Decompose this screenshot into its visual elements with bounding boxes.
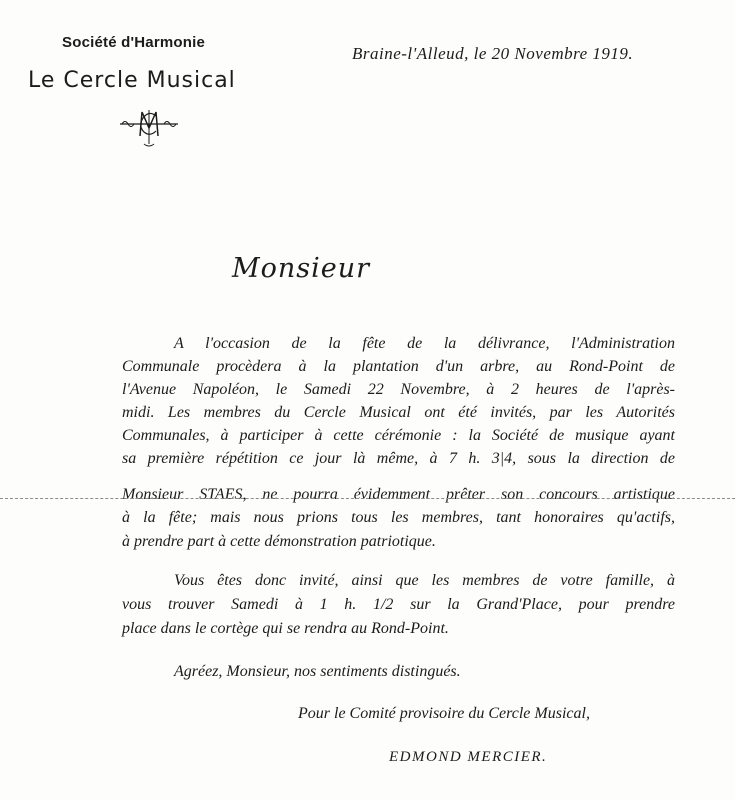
- dateline: Braine-l'Alleud, le 20 Novembre 1919.: [352, 44, 634, 63]
- body-line: Communales, à participer à cette cérémonie : la Société de musique ayant: [122, 427, 675, 444]
- body-line: vous trouver Samedi à 1 h. 1/2 sur la Grand'Place, pour prendre: [122, 596, 675, 613]
- body-line: A l'occasion de la fête de la délivrance, l'Administration: [174, 335, 675, 352]
- body-line: Vous êtes donc invité, ainsi que les membres de votre famille, à: [174, 572, 675, 589]
- body-line: place dans le cortège qui se rendra au Rond-Point.: [122, 620, 449, 637]
- fold-line: [0, 498, 735, 499]
- body-line: l'Avenue Napoléon, le Samedi 22 Novembre, à 2 heures de l'après-: [122, 381, 675, 398]
- body-line: Communale procèdera à la plantation d'un arbre, au Rond-Point de: [122, 358, 675, 375]
- body-line: Monsieur STAES, ne pourra évidemment prêter son concours artistique: [122, 486, 675, 503]
- body-line: midi. Les membres du Cercle Musical ont été invités, par les Autorités: [122, 404, 675, 421]
- cm-monogram-icon: [118, 106, 180, 148]
- body-line: à la fête; mais nous prions tous les membres, tant honoraires qu'actifs,: [122, 509, 675, 526]
- closing-line: Agréez, Monsieur, nos sentiments distingués.: [174, 663, 461, 680]
- salutation: Monsieur: [232, 253, 371, 284]
- committee-line: Pour le Comité provisoire du Cercle Musical,: [298, 705, 590, 722]
- body-line: sa première répétition ce jour là même, à 7 h. 3|4, sous la direction de: [122, 450, 675, 467]
- letterhead-name: Le Cercle Musical: [28, 68, 236, 93]
- signature: EDMOND MERCIER.: [389, 749, 548, 765]
- letterhead-organization: Société d'Harmonie: [62, 34, 206, 51]
- body-line: à prendre part à cette démonstration patriotique.: [122, 533, 436, 550]
